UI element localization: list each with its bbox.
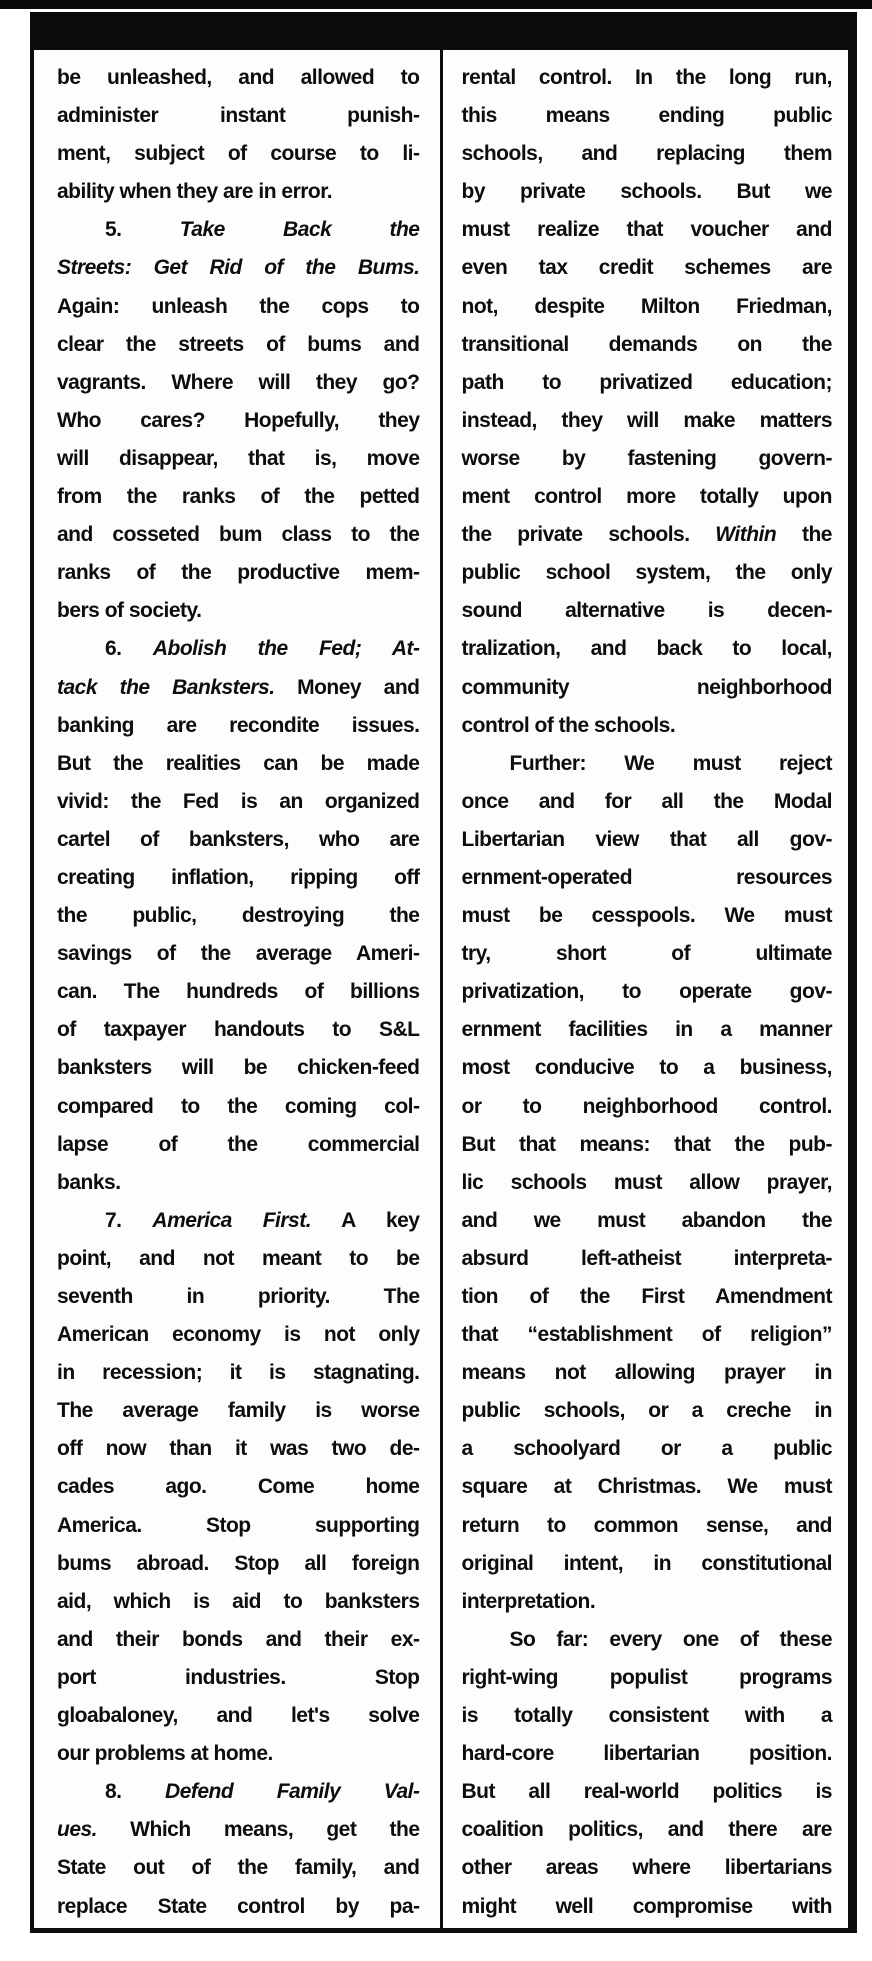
text-line [462, 1430, 833, 1468]
text-segment: ranks of the productive mem- [57, 561, 420, 585]
text-line [57, 1278, 420, 1316]
italic-text-segment: Abolish the Fed; At- [152, 637, 420, 661]
italic-text-segment: ues. [57, 1818, 98, 1842]
text-segment: by private schools. But we [461, 180, 832, 204]
text-line [462, 1773, 833, 1811]
text-line [57, 1392, 420, 1430]
text-line [57, 59, 420, 97]
text-segment: sound alternative is decen- [461, 599, 832, 623]
text-line [462, 1697, 833, 1735]
italic-text-segment: Defend Family Val- [165, 1780, 420, 1804]
text-segment: the private schools. [461, 523, 716, 547]
text-segment: administer instant punish- [57, 104, 420, 128]
text-line [57, 1888, 420, 1926]
text-line [462, 821, 833, 859]
text-segment: must realize that voucher and [461, 218, 832, 242]
text-segment: banking are recondite issues. [57, 713, 420, 737]
text-segment: return to common sense, and [461, 1513, 832, 1537]
text-segment: of taxpayer handouts to S&L [57, 1018, 420, 1042]
text-segment: once and for all the Modal [461, 789, 832, 813]
text-segment: other areas where libertarians [461, 1856, 832, 1880]
text-line [462, 1392, 833, 1430]
text-segment: But the realities can be made [57, 751, 420, 775]
text-line [462, 669, 833, 707]
text-segment: public schools, or a creche in [461, 1399, 832, 1423]
text-segment: public school system, the only [461, 561, 832, 585]
text-segment: ernment facilities in a manner [461, 1018, 832, 1042]
text-segment: transitional demands on the [461, 332, 832, 356]
text-segment: or to neighborhood control. [461, 1094, 832, 1118]
text-line [57, 669, 420, 707]
text-line [462, 249, 833, 287]
text-line [57, 1507, 420, 1545]
text-segment: banksters will be chicken-feed [57, 1056, 420, 1080]
text-segment: gloabaloney, and let's solve [57, 1704, 420, 1728]
text-line [57, 1202, 420, 1240]
text-line [462, 1621, 833, 1659]
text-segment: not, despite Milton Friedman, [461, 294, 832, 318]
text-segment: that “establishment of religion” [461, 1323, 832, 1347]
text-line [462, 630, 833, 668]
text-line [462, 707, 833, 745]
text-line [462, 1011, 833, 1049]
text-line [57, 1011, 420, 1049]
text-line [57, 402, 420, 440]
text-line [462, 973, 833, 1011]
text-segment: bers of society. [57, 599, 202, 623]
text-segment: and their bonds and their ex- [57, 1627, 420, 1651]
text-line [57, 554, 420, 592]
italic-text-segment: America First. [152, 1208, 312, 1232]
text-segment: the public, destroying the [57, 904, 420, 928]
text-segment: control of the schools. [461, 713, 676, 737]
text-line [462, 1811, 833, 1849]
text-segment: a schoolyard or a public [461, 1437, 832, 1461]
text-segment: this means ending public [461, 104, 832, 128]
text-line [462, 554, 833, 592]
text-segment: 7. [105, 1208, 153, 1232]
text-segment: ment control more totally upon [461, 485, 832, 509]
text-segment: banks. [57, 1170, 121, 1194]
text-line [462, 288, 833, 326]
text-segment: Further: We must reject [509, 751, 832, 775]
text-line [462, 592, 833, 630]
text-line [57, 364, 420, 402]
text-line [57, 1049, 420, 1087]
text-segment: seventh in priority. The [57, 1285, 420, 1308]
text-segment: most conducive to a business, [461, 1056, 832, 1080]
text-segment: compared to the coming col- [57, 1094, 420, 1118]
text-line [57, 1240, 420, 1278]
text-line [462, 440, 833, 478]
text-segment: tion of the First Amendment [461, 1285, 832, 1308]
text-segment: coalition politics, and there are [461, 1818, 832, 1842]
text-line [57, 1088, 420, 1126]
text-segment: interpretation. [461, 1589, 596, 1613]
text-segment: off now than it was two de- [57, 1437, 420, 1461]
text-line [57, 97, 420, 135]
text-segment: Which means, get the [97, 1818, 420, 1842]
text-segment: our problems at home. [57, 1742, 273, 1766]
text-segment: Money and [274, 675, 420, 699]
text-segment: absurd left-atheist interpreta- [461, 1246, 832, 1270]
text-segment: vivid: the Fed is an organized [57, 789, 420, 813]
italic-text-segment: tack the Banksters. [57, 675, 275, 699]
text-line [462, 1354, 833, 1392]
text-line [462, 1164, 833, 1202]
text-segment: means not allowing prayer in [461, 1361, 832, 1385]
text-segment: must be cesspools. We must [461, 904, 832, 928]
text-line [57, 935, 420, 973]
text-segment: But that means: that the pub- [461, 1132, 832, 1156]
text-line [462, 1735, 833, 1773]
text-line [462, 1545, 833, 1583]
text-line [57, 707, 420, 745]
text-segment: creating inflation, ripping off [57, 865, 420, 889]
text-segment: from the ranks of the petted [57, 485, 420, 509]
text-line [462, 402, 833, 440]
text-line [57, 173, 420, 211]
text-segment: cartel of banksters, who are [57, 827, 420, 851]
text-line [57, 592, 420, 630]
text-segment: right-wing populist programs [461, 1665, 832, 1689]
text-segment: the [776, 523, 832, 547]
text-line [57, 1849, 420, 1887]
text-line [462, 1126, 833, 1164]
text-line [462, 1088, 833, 1126]
text-segment: and cosseted bum class to the [57, 523, 420, 547]
text-segment: in recession; it is stagnating. [57, 1361, 420, 1385]
text-segment: aid, which is aid to banksters [57, 1589, 420, 1613]
text-line [462, 1202, 833, 1240]
italic-text-segment: Streets: Get Rid of the Bums. [57, 256, 420, 280]
text-line [462, 1659, 833, 1697]
text-line [462, 516, 833, 554]
text-line [462, 173, 833, 211]
text-line [462, 211, 833, 249]
text-segment: bums abroad. Stop all foreign [57, 1551, 420, 1575]
text-line [57, 1697, 420, 1735]
text-line [462, 1507, 833, 1545]
text-line [462, 1849, 833, 1887]
text-line [57, 1430, 420, 1468]
text-segment: So far: every one of these [509, 1627, 832, 1651]
text-segment: 8. [105, 1780, 166, 1804]
text-line [57, 326, 420, 364]
text-line [462, 1240, 833, 1278]
text-line [57, 249, 420, 287]
text-segment: and we must abandon the [461, 1208, 832, 1232]
text-segment: is totally consistent with a [461, 1704, 832, 1728]
text-line [57, 1735, 420, 1773]
text-segment: will disappear, that is, move [57, 446, 420, 470]
text-segment: ernment-operated resources [461, 865, 832, 889]
text-line [462, 897, 833, 935]
text-segment: try, short of ultimate [461, 942, 832, 966]
text-segment: path to privatized education; [461, 370, 832, 394]
text-segment: Who cares? Hopefully, they [57, 408, 420, 432]
text-segment: American economy is not only [57, 1323, 420, 1347]
text-line [57, 1164, 420, 1202]
text-segment: be unleashed, and allowed to [57, 66, 420, 89]
text-line [57, 1316, 420, 1354]
text-line [57, 821, 420, 859]
text-segment: hard-core libertarian position. [461, 1742, 832, 1766]
text-segment: tralization, and back to local, [461, 637, 832, 661]
page-frame [30, 12, 857, 1933]
text-line [57, 1354, 420, 1392]
text-segment: America. Stop supporting [57, 1513, 420, 1537]
text-segment: rental control. In the long run, [461, 66, 832, 89]
text-segment: instead, they will make matters [461, 408, 832, 432]
text-segment: privatization, to operate gov- [461, 980, 832, 1004]
text-column-right [443, 50, 849, 1928]
text-line [462, 1278, 833, 1316]
text-line [57, 783, 420, 821]
text-line [462, 135, 833, 173]
text-segment: might well compromise with [461, 1894, 832, 1918]
text-line [57, 288, 420, 326]
text-line [462, 1316, 833, 1354]
text-line [462, 97, 833, 135]
text-segment: Libertarian view that all gov- [461, 827, 832, 851]
text-segment: port industries. Stop [57, 1665, 420, 1689]
text-line [462, 745, 833, 783]
text-segment: vagrants. Where will they go? [57, 370, 420, 394]
text-segment: even tax credit schemes are [461, 256, 832, 280]
text-line [57, 745, 420, 783]
text-segment: square at Christmas. We must [461, 1475, 832, 1499]
text-segment: schools, and replacing them [461, 142, 832, 166]
text-segment: 6. [105, 637, 153, 661]
text-segment: ability when they are in error. [57, 180, 333, 204]
text-line [57, 1621, 420, 1659]
text-line [57, 1659, 420, 1697]
text-segment: 5. [105, 218, 180, 242]
italic-text-segment: Within [715, 523, 777, 547]
text-line [57, 516, 420, 554]
text-line [462, 859, 833, 897]
text-segment: ment, subject of course to li- [57, 142, 420, 166]
text-line [57, 859, 420, 897]
text-line [57, 478, 420, 516]
text-segment: worse by fastening govern- [461, 446, 832, 470]
text-line [57, 1773, 420, 1811]
text-line [462, 1888, 833, 1926]
text-line [57, 630, 420, 668]
text-segment: community neighborhood [461, 675, 832, 699]
text-line [57, 135, 420, 173]
text-column-left [34, 50, 440, 1928]
text-line [57, 973, 420, 1011]
text-segment: replace State control by pa- [57, 1894, 420, 1918]
text-line [462, 326, 833, 364]
text-line [57, 1583, 420, 1621]
text-line [57, 440, 420, 478]
text-line [57, 897, 420, 935]
text-line [462, 935, 833, 973]
text-line [462, 1049, 833, 1087]
text-line [57, 1545, 420, 1583]
text-segment: original intent, in constitutional [461, 1551, 832, 1575]
text-segment: point, and not meant to be [57, 1246, 420, 1270]
text-line [462, 1468, 833, 1506]
text-segment: lic schools must allow prayer, [461, 1170, 832, 1194]
text-line [462, 478, 833, 516]
text-segment: cades ago. Come home [57, 1475, 420, 1499]
text-line [57, 1468, 420, 1506]
text-line [57, 211, 420, 249]
text-segment: lapse of the commercial [57, 1132, 420, 1156]
text-segment: But all real-world politics is [461, 1780, 832, 1804]
scan-edge-strip [0, 0, 872, 9]
italic-text-segment: Take Back the [179, 218, 420, 242]
text-line [57, 1126, 420, 1164]
text-line [462, 364, 833, 402]
text-segment: State out of the family, and [57, 1856, 420, 1880]
text-line [462, 1583, 833, 1621]
text-line [57, 1811, 420, 1849]
text-segment: Again: unleash the cops to [57, 294, 420, 318]
text-segment: The average family is worse [57, 1399, 420, 1423]
text-line [462, 783, 833, 821]
text-segment: clear the streets of bums and [57, 332, 420, 356]
text-segment: can. The hundreds of billions [57, 980, 420, 1004]
text-segment: A key [311, 1208, 420, 1232]
text-segment: savings of the average Ameri- [57, 942, 420, 966]
text-line [462, 59, 833, 97]
